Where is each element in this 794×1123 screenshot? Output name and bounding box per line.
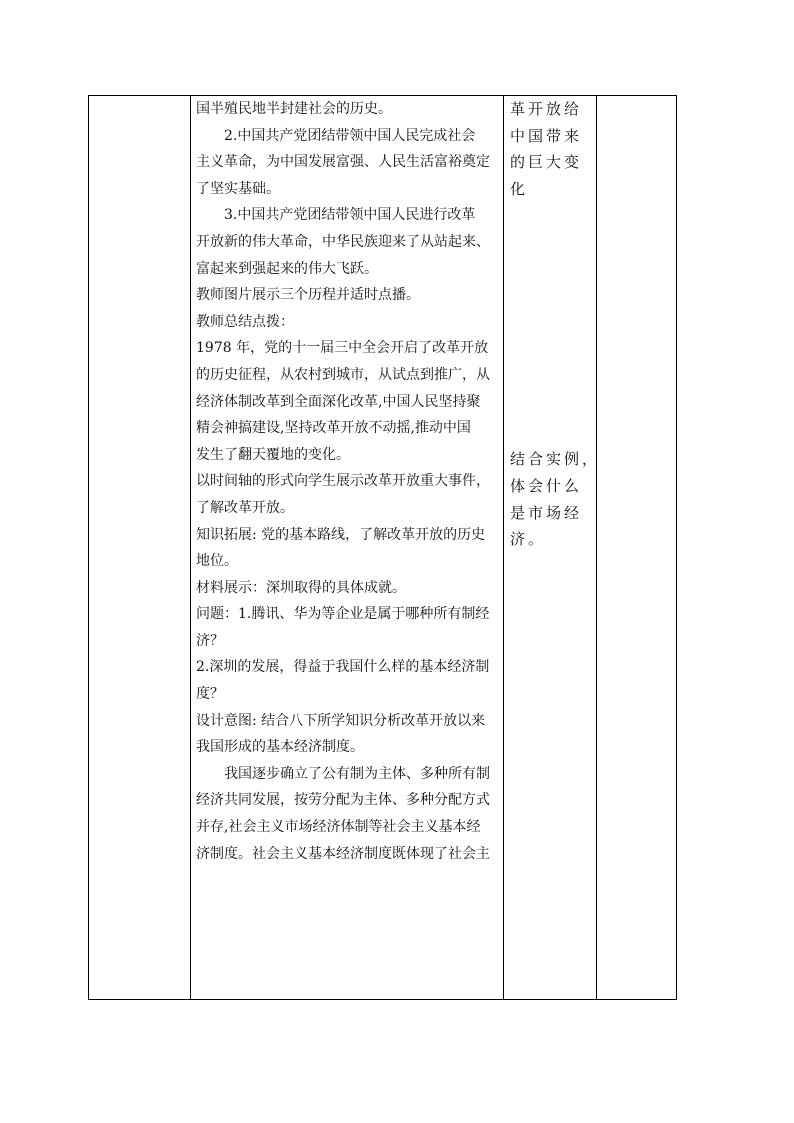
design-note-reform-changes — [510, 96, 592, 202]
text-line: 度？ — [196, 686, 224, 703]
text-line: 我国逐步确立了公有制为主体、多种所有制 — [224, 765, 490, 782]
table-row — [89, 96, 677, 1000]
text-line: 国半殖民地半封建社会的历史。 — [196, 101, 392, 117]
empty-cell-right — [597, 96, 677, 1000]
empty-cell-left — [89, 96, 191, 1000]
text-line: 我国形成的基本经济制度。 — [196, 739, 364, 756]
text-line: 2.中国共产党团结带领中国人民完成社会 — [224, 127, 476, 144]
text-line: 了坚实基础。 — [196, 180, 280, 197]
text-line: 知识拓展: 党的基本路线，了解改革开放的历史 — [196, 526, 486, 543]
text-line: 1978 年，党的十一届三中全会开启了改革开放 — [196, 340, 489, 357]
side-text-line: 是市场经 — [510, 503, 583, 522]
text-line: 地位。 — [196, 553, 238, 570]
side-text-line: 结合实例， — [510, 450, 601, 469]
side-text-line: 济。 — [510, 530, 547, 549]
text-line: 济？ — [196, 632, 224, 649]
design-note-market-economy — [510, 446, 601, 552]
text-line: 经济体制改革到全面深化改革,中国人民坚持聚 — [196, 393, 481, 410]
design-intent-cell — [504, 96, 601, 1000]
side-text-line: 化 — [510, 179, 529, 198]
side-text-line: 中国带来 — [510, 126, 583, 145]
text-line: 开放新的伟大革命，中华民族迎来了从站起来、 — [196, 233, 490, 250]
teaching-process-cell — [191, 96, 504, 1000]
teaching-process-text — [196, 96, 499, 867]
side-text-line: 体会什么 — [510, 476, 583, 495]
text-line: 问题：1.腾讯、华为等企业是属于哪种所有制经 — [196, 606, 490, 623]
text-line: 发生了翻天覆地的变化。 — [196, 446, 350, 463]
text-line: 教师总结点拨： — [196, 313, 294, 330]
text-line: 精会神搞建设,坚持改革开放不动摇,推动中国 — [196, 420, 471, 437]
text-line: 济制度。社会主义基本经济制度既体现了社会主 — [196, 845, 490, 862]
side-text-line: 的巨大变 — [510, 153, 583, 172]
text-line: 3.中国共产党团结带领中国人民进行改革 — [224, 207, 476, 224]
text-line: 主义革命，为中国发展富强、人民生活富裕奠定 — [196, 154, 490, 171]
text-line: 教师图片展示三个历程并适时点播。 — [196, 287, 420, 304]
text-line: 富起来到强起来的伟大飞跃。 — [196, 260, 378, 277]
text-line: 的历史征程，从农村到城市，从试点到推广，从 — [196, 366, 490, 383]
lesson-plan-table — [88, 95, 677, 1000]
text-line: 并存,社会主义市场经济体制等社会主义基本经 — [196, 819, 481, 836]
text-line: 以时间轴的形式向学生展示改革开放重大事件， — [196, 473, 490, 490]
text-line: 经济共同发展，按劳分配为主体、多种分配方式 — [196, 792, 490, 809]
text-line: 材料展示：深圳取得的具体成就。 — [196, 579, 406, 596]
side-text-line: 革开放给 — [510, 100, 583, 118]
text-line: 设计意图: 结合八下所学知识分析改革开放以来 — [196, 712, 486, 729]
text-line: 了解改革开放。 — [196, 499, 294, 516]
text-line: 2.深圳的发展，得益于我国什么样的基本经济制 — [196, 659, 490, 676]
